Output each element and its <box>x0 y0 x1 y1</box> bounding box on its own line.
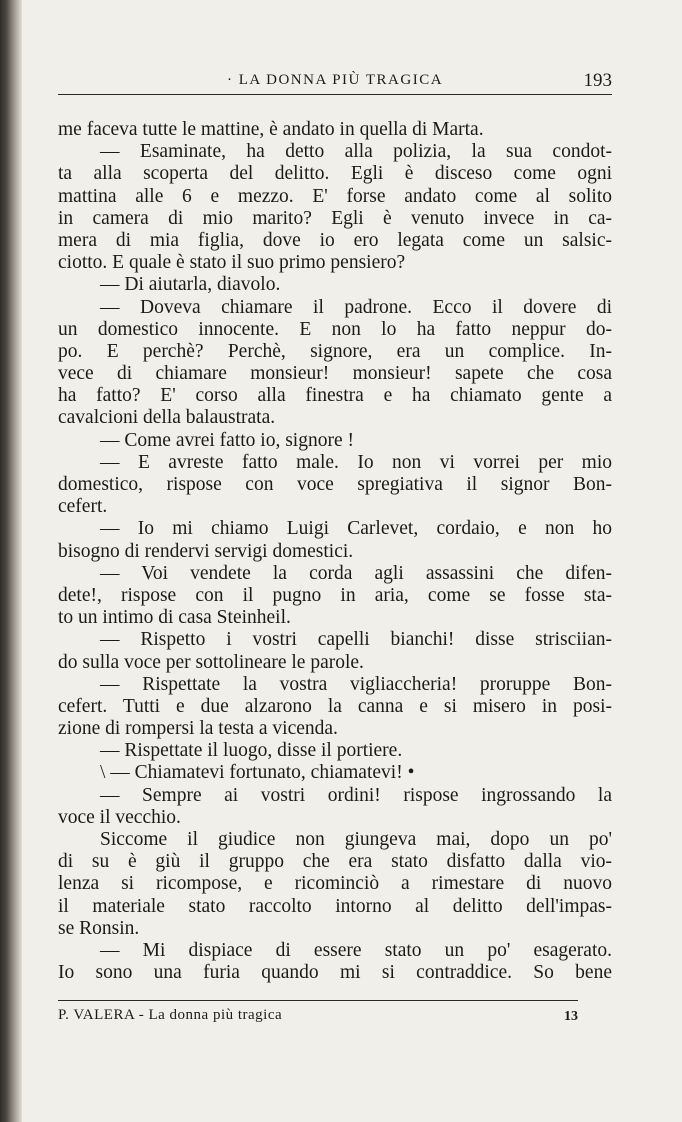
text-line: — Rispetto i vostri capelli bianchi! disse strisciian- <box>100 629 612 651</box>
text-line: po. E perchè? Perchè, signore, era un complice. In- <box>58 340 612 362</box>
text-line: mattina alle 6 e mezzo. E' forse andato come al solito <box>58 185 612 207</box>
text-line: — Come avrei fatto io, signore ! <box>100 429 354 451</box>
text-line: ciotto. E quale è stato il suo primo pensiero? <box>58 252 406 274</box>
sheet-number: 13 <box>564 1009 578 1024</box>
text-line: ha fatto? E' corso alla finestra e ha chiamato gente a <box>58 385 612 407</box>
text-line: cefert. <box>58 496 108 518</box>
text-line: se Ronsin. <box>58 917 140 939</box>
text-line: \ — Chiamatevi fortunato, chiamatevi! • <box>100 762 415 784</box>
text-line: me faceva tutte le mattine, è andato in quella di Marta. <box>58 119 484 140</box>
text-line: — Io mi chiamo Luigi Carlevet, cordaio, e non ho <box>100 518 612 540</box>
text-line: lenza si ricompose, e ricominciò a rimestare di nuovo <box>58 873 612 895</box>
text-line: cefert. Tutti e due alzarono la canna e si misero in posi- <box>58 695 612 717</box>
text-line: vece di chiamare monsieur! monsieur! sapete che cosa <box>58 363 612 385</box>
text-line: — Mi dispiace di essere stato un po' esagerato. <box>100 939 612 961</box>
footer-signature: P. VALERA - La donna più tragica <box>58 1007 283 1023</box>
book-spine-shadow <box>0 0 22 1122</box>
text-line: to un intimo di casa Steinheil. <box>58 607 291 629</box>
text-line: — Doveva chiamare il padrone. Ecco il dovere di <box>100 296 612 318</box>
text-line: — Rispettate il luogo, disse il portiere. <box>100 740 403 762</box>
text-line: — Di aiutarla, diavolo. <box>100 274 281 296</box>
text-line: bisogno di rendervi servigi domestici. <box>58 540 354 562</box>
text-line: — Esaminate, ha detto alla polizia, la sua condot- <box>100 141 612 163</box>
text-line: do sulla voce per sottolineare le parole. <box>58 651 364 673</box>
text-line: in camera di mio marito? Egli è venuto invece in ca- <box>58 207 612 229</box>
text-line: — E avreste fatto male. Io non vi vorrei per mio <box>100 451 612 473</box>
text-line: Io sono una furia quando mi si contraddice. So bene <box>58 962 612 984</box>
text-line: voce il vecchio. <box>58 806 181 828</box>
running-title: · LA DONNA PIÙ TRAGICA <box>226 72 444 88</box>
body-text <box>58 119 612 984</box>
text-line: zione di rompersi la testa a vicenda. <box>58 718 338 740</box>
text-line: mera di mia figlia, dove io ero legata come un salsic- <box>58 229 612 251</box>
text-line: dete!, rispose con il pugno in aria, come se fosse sta- <box>58 584 612 606</box>
page-number: 193 <box>583 70 612 91</box>
text-line: il materiale stato raccolto intorno al delitto dell'impas- <box>58 895 612 917</box>
text-line: un domestico innocente. E non lo ha fatto neppur do- <box>58 318 612 340</box>
text-line: Siccome il giudice non giungeva mai, dopo un po' <box>100 829 612 850</box>
text-line: di su è giù il gruppo che era stato disfatto dalla vio- <box>58 851 612 873</box>
text-line: — Rispettate la vostra vigliaccheria! proruppe Bon- <box>100 673 612 695</box>
page-footer <box>58 1000 578 1024</box>
text-line: — Sempre ai vostri ordini! rispose ingrossando la <box>100 784 612 806</box>
text-line: — Voi vendete la corda agli assassini che difen- <box>100 562 612 584</box>
text-line: ta alla scoperta del delitto. Egli è disceso come ogni <box>58 163 612 185</box>
book-page <box>58 60 612 984</box>
text-line: domestico, rispose con voce spregiativa il signor Bon- <box>58 474 612 495</box>
text-line: cavalcioni della balaustrata. <box>58 407 276 429</box>
page-header <box>58 60 612 95</box>
